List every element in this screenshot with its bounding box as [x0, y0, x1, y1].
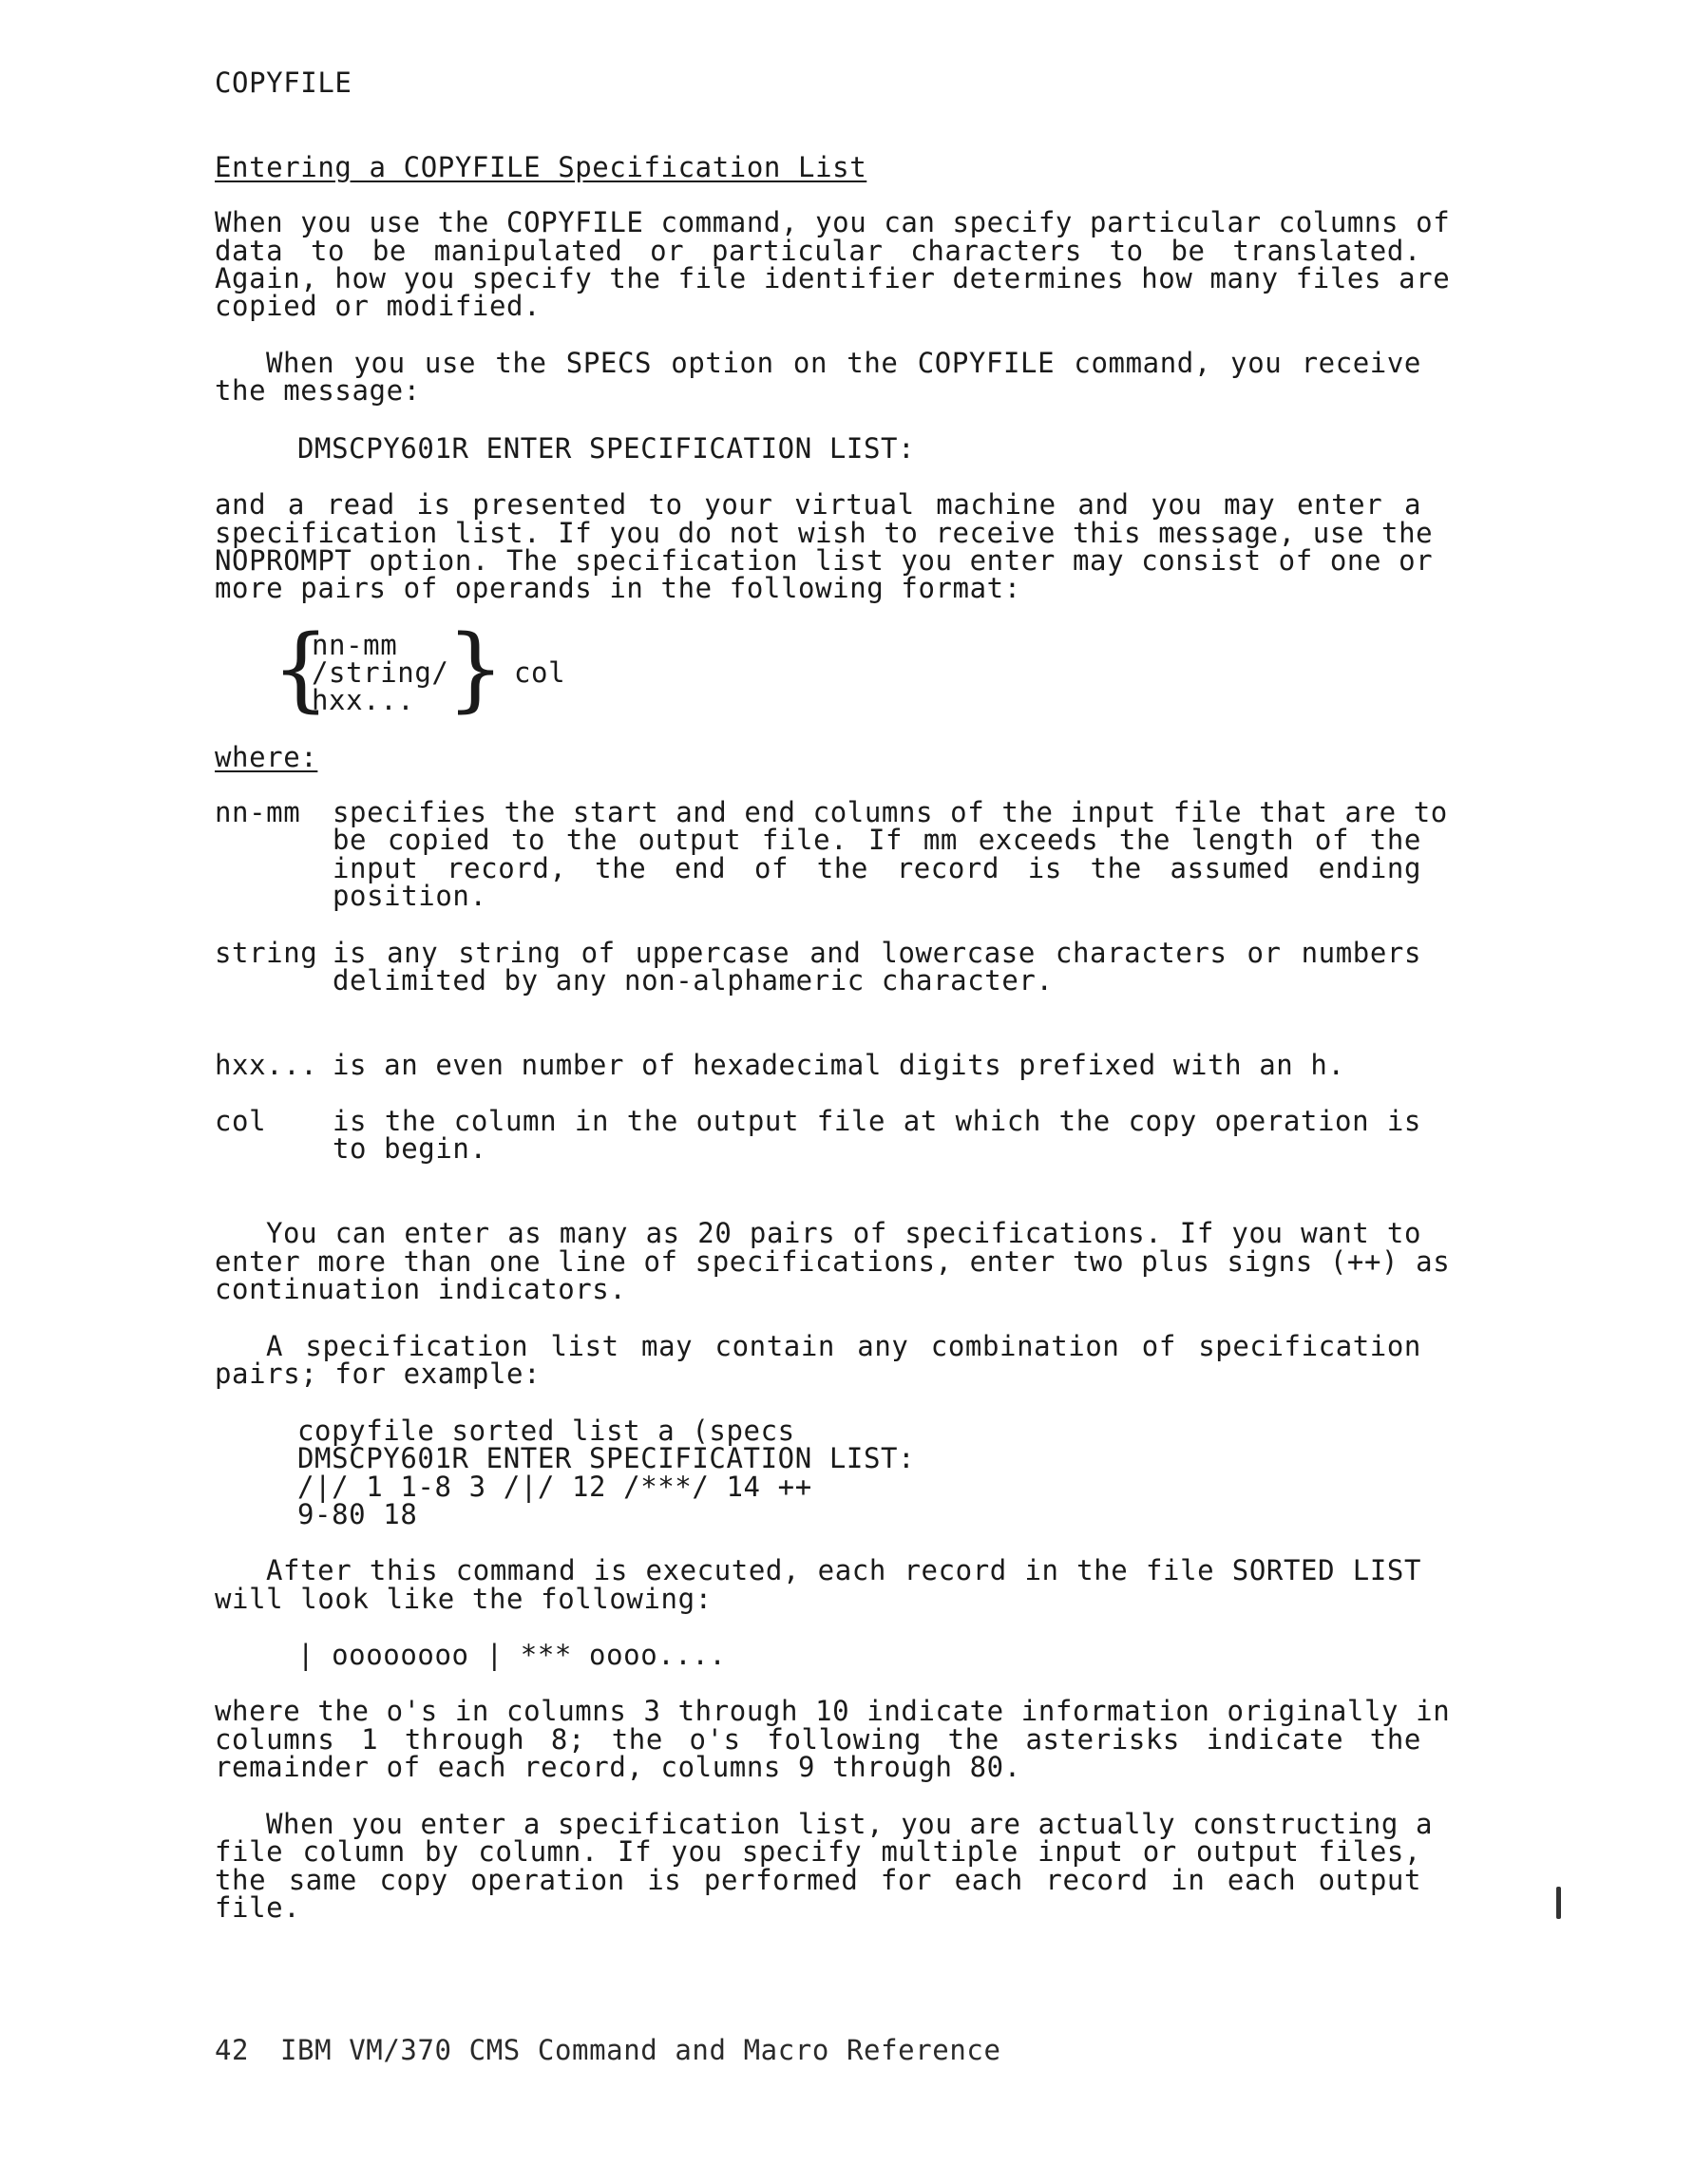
paragraph-line: copied or modified.: [215, 290, 542, 322]
paragraph-line: enter more than one line of specifications, enter two plus signs (++) as: [215, 1245, 1451, 1278]
definition-term: col: [215, 1105, 267, 1137]
paragraph-line: data to be manipulated or particular characters to be translated.: [215, 235, 1421, 267]
where-label: where:: [215, 741, 318, 773]
definition-line: is any string of uppercase and lowercase characters or numbers: [333, 937, 1421, 969]
code-line: /|/ 1 1-8 3 /|/ 12 /***/ 14 ++: [297, 1471, 812, 1503]
paragraph-line: Again, how you specify the file identifier determines how many files are: [215, 262, 1451, 294]
paragraph-line: A specification list may contain any combination of specification: [266, 1330, 1421, 1362]
definition-line: delimited by any non-alphameric character.: [333, 964, 1054, 997]
paragraph-line: the message:: [215, 374, 421, 407]
paragraph-line: continuation indicators.: [215, 1273, 627, 1305]
paragraph-line: When you use the SPECS option on the COPYFILE command, you receive: [266, 347, 1421, 379]
section-title: Entering a COPYFILE Specification List: [215, 151, 867, 183]
definition-line: position.: [333, 880, 487, 912]
right-brace-icon: }: [447, 616, 505, 722]
definition-term: string: [215, 937, 318, 969]
paragraph-line: more pairs of operands in the following format:: [215, 572, 1021, 604]
paragraph-line: When you enter a specification list, you are actually constructing a: [266, 1808, 1434, 1840]
paragraph-line: pairs; for example:: [215, 1358, 542, 1390]
prompt-message: DMSCPY601R ENTER SPECIFICATION LIST:: [297, 432, 916, 465]
left-brace-icon: {: [272, 616, 331, 722]
paragraph-line: and a read is presented to your virtual machine and you may enter a: [215, 488, 1421, 521]
paragraph-line: where the o's in columns 3 through 10 indicate information originally in: [215, 1695, 1451, 1727]
definition-line: input record, the end of the record is the assumed ending: [333, 852, 1421, 884]
definition-line: is the column in the output file at which the copy operation is: [333, 1105, 1421, 1137]
code-line: 9-80 18: [297, 1498, 418, 1530]
definition-line: to begin.: [333, 1132, 487, 1165]
definition-term: hxx...: [215, 1049, 318, 1081]
format-option: /string/: [312, 656, 449, 689]
code-line: DMSCPY601R ENTER SPECIFICATION LIST:: [297, 1442, 916, 1474]
paragraph-line: will look like the following:: [215, 1583, 713, 1615]
paragraph-line: columns 1 through 8; the o's following the asterisks indicate the: [215, 1723, 1421, 1756]
format-option: nn-mm: [312, 629, 398, 661]
paragraph-line: NOPROMPT option. The specification list you enter may consist of one or: [215, 544, 1434, 577]
paragraph-line: You can enter as many as 20 pairs of specifications. If you want to: [266, 1217, 1421, 1249]
paragraph-line: remainder of each record, columns 9 through 80.: [215, 1751, 1021, 1783]
page-number: 42: [215, 2034, 250, 2066]
paragraph-line: When you use the COPYFILE command, you can specify particular columns of: [215, 206, 1451, 238]
definition-line: is an even number of hexadecimal digits prefixed with an h.: [333, 1049, 1345, 1081]
code-line: copyfile sorted list a (specs: [297, 1415, 795, 1447]
book-title: IBM VM/370 CMS Command and Macro Reference: [280, 2034, 1001, 2066]
definition-term: nn-mm: [215, 796, 301, 828]
paragraph-line: the same copy operation is performed for each record in each output: [215, 1864, 1421, 1896]
record-sample: | oooooooo | *** oooo....: [297, 1639, 727, 1671]
definition-line: be copied to the output file. If mm exceeds the length of the: [333, 824, 1421, 856]
margin-change-bar: [1556, 1887, 1561, 1919]
format-target: col: [514, 656, 566, 689]
format-option: hxx...: [312, 684, 415, 716]
paragraph-line: After this command is executed, each record in the file SORTED LIST: [266, 1554, 1421, 1586]
definition-line: specifies the start and end columns of the input file that are to: [333, 796, 1448, 828]
paragraph-line: file column by column. If you specify multiple input or output files,: [215, 1835, 1421, 1868]
running-header: COPYFILE: [215, 66, 352, 99]
paragraph-line: specification list. If you do not wish to receive this message, use the: [215, 517, 1434, 549]
paragraph-line: file.: [215, 1891, 301, 1924]
